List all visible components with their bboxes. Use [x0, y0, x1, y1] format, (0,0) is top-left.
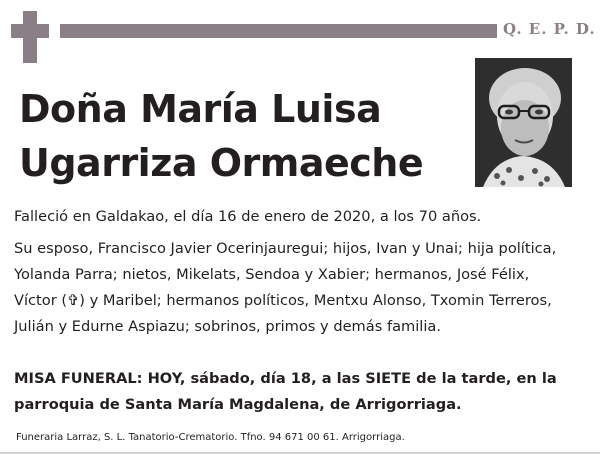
deceased-name: Doña María Luisa Ugarriza Ormaeche [19, 87, 424, 185]
portrait-photo [475, 58, 572, 187]
header-rule [60, 24, 497, 38]
funeral-mass-notice: MISA FUNERAL: HOY, sábado, día 18, a las SIETE de la tarde, en la parroquia de Santa María Magdalena, de Arrigorriaga. [14, 370, 557, 413]
funeral-home-footer: Funeraria Larraz, S. L. Tanatorio-Crematorio. Tfno. 94 671 00 61. Arrigorriaga. [16, 432, 405, 443]
death-notice: Falleció en Galdakao, el día 16 de enero de 2020, a los 70 años. [14, 208, 482, 225]
family-list: Su esposo, Francisco Javier Ocerinjauregui; hijos, Ivan y Unai; hija política, Yolanda Parra; nietos, Mikelats, Sendoa y Xabier; hermanos, José Félix, Víctor (✞) y Maribel; hermanos políticos, Mentxu Alonso, Txomin Terreros, Julián y Edurne Aspiazu; sobrinos, primos y demás familia. [14, 240, 557, 335]
latin-cross-icon [11, 11, 49, 63]
qepd-label: Q. E. P. D. [503, 20, 596, 38]
